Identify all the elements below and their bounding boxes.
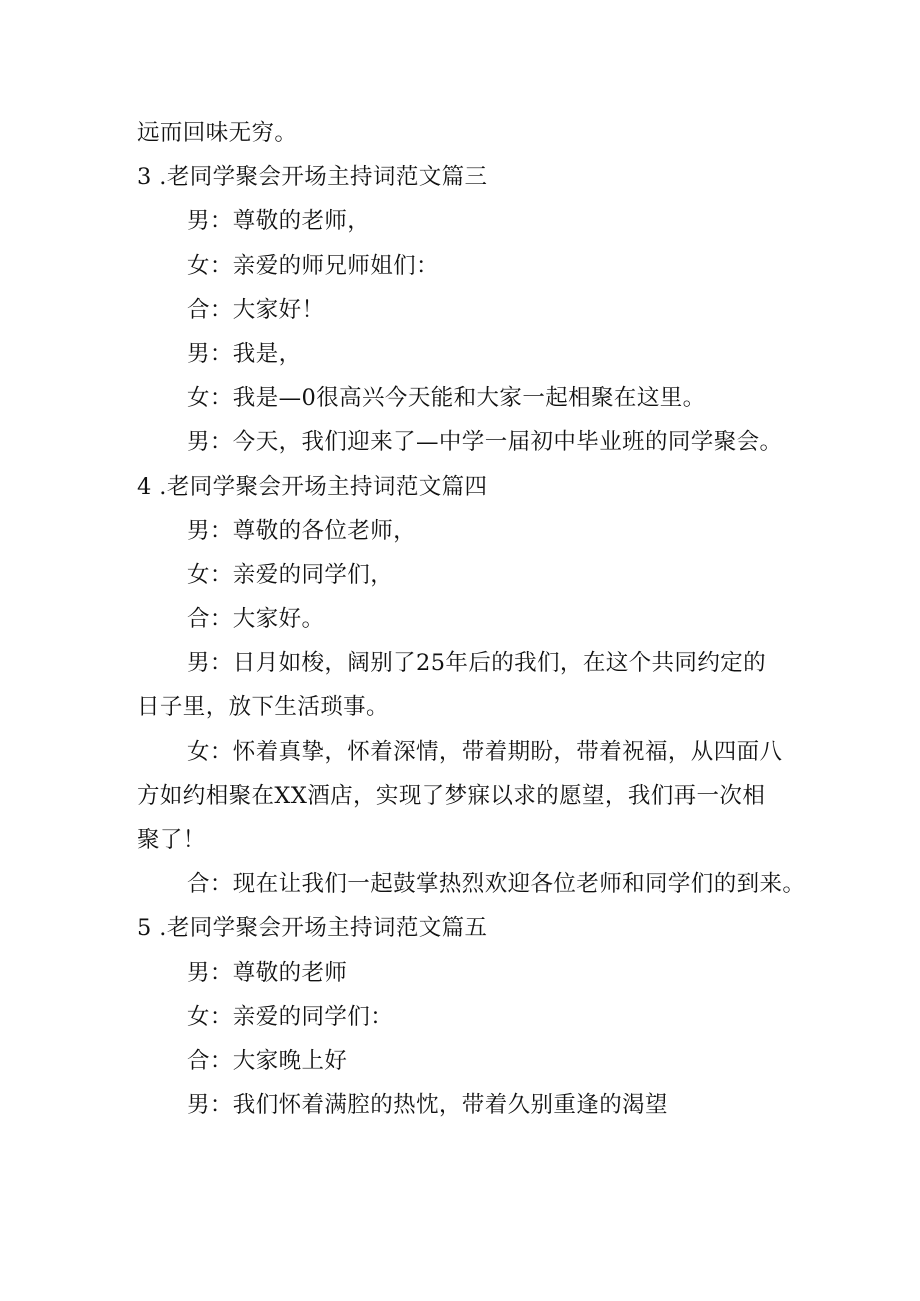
paragraph-line: 合：大家好！ (187, 296, 325, 323)
document-body (137, 111, 877, 1127)
paragraph (137, 1083, 877, 1127)
paragraph (137, 288, 877, 332)
paragraph-line: 男：今天，我们迎来了—中学一届初中毕业班的同学聚会。 (187, 429, 783, 456)
paragraph (137, 951, 877, 995)
section-heading: 3 .老同学聚会开场主持词范文篇三 (137, 164, 488, 191)
paragraph-line: 女：我是—0很高兴今天能和大家一起相聚在这里。 (187, 385, 706, 412)
paragraph (137, 509, 877, 553)
paragraph-line: 聚了！ (137, 827, 206, 853)
paragraph (137, 597, 877, 641)
paragraph-line: 女：亲爱的师兄师姐们： (187, 252, 439, 279)
paragraph (137, 420, 877, 464)
paragraph-line: 男：日月如梭，阔别了25年后的我们，在这个共同约定的 (187, 650, 767, 677)
paragraph-line: 女：怀着真挚，怀着深情，带着期盼，带着祝福，从四面八 (187, 738, 783, 765)
paragraph (137, 199, 877, 243)
paragraph-line: 女：亲爱的同学们， (187, 561, 394, 588)
paragraph-line: 方如约相聚在XX酒店，实现了梦寐以求的愿望，我们再一次相 (137, 782, 766, 809)
paragraph (137, 995, 877, 1039)
paragraph-line: 合：大家好。 (187, 606, 325, 633)
paragraph-line: 日子里，放下生活琐事。 (137, 694, 389, 721)
paragraph-line: 合：现在让我们一起鼓掌热烈欢迎各位老师和同学们的到来。 (187, 871, 806, 898)
paragraph-line: 男：尊敬的老师， (187, 208, 371, 235)
section-heading: 5 .老同学聚会开场主持词范文篇五 (137, 915, 488, 942)
paragraph (137, 862, 877, 906)
paragraph-line: 男：我是， (187, 340, 302, 367)
paragraph-line: 女：亲爱的同学们： (187, 1003, 394, 1030)
paragraph-line: 合：大家晚上好 (187, 1047, 348, 1074)
continuation-line: 远而回味无穷。 (137, 120, 298, 146)
paragraph (137, 1039, 877, 1083)
paragraph (137, 244, 877, 288)
paragraph (137, 376, 877, 420)
paragraph (137, 641, 877, 729)
paragraph (137, 332, 877, 376)
paragraph-line: 男：尊敬的各位老师， (187, 517, 417, 544)
section-heading: 4 .老同学聚会开场主持词范文篇四 (137, 473, 488, 500)
paragraph-line: 男：尊敬的老师 (187, 959, 348, 986)
paragraph (137, 553, 877, 597)
paragraph-line: 男：我们怀着满腔的热忱，带着久别重逢的渴望 (187, 1092, 668, 1119)
paragraph (137, 730, 877, 863)
